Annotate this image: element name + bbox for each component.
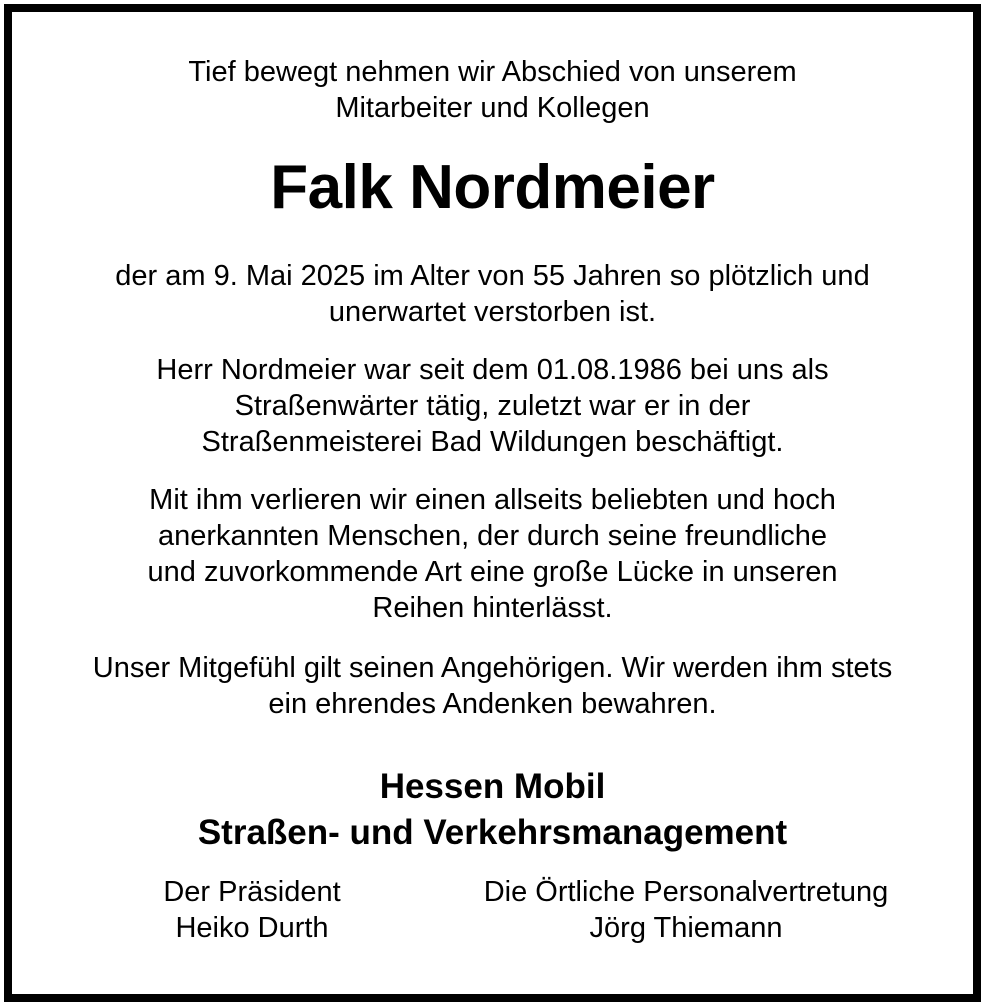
paragraph-line: anerkannten Menschen, der durch seine freundliche <box>157 520 828 552</box>
paragraph-condolence <box>12 650 973 722</box>
organization-line: Hessen Mobil <box>379 767 606 806</box>
paragraph-line: und zuvorkommende Art eine große Lücke in unseren <box>147 556 838 588</box>
intro-line: Tief bewegt nehmen wir Abschied von unserem <box>188 56 797 88</box>
paragraph-line: ein ehrendes Andenken bewahren. <box>268 688 717 720</box>
paragraph-line: unerwartet verstorben ist. <box>328 296 657 328</box>
organization-name <box>12 764 973 856</box>
paragraph-line: Unser Mitgefühl gilt seinen Angehörigen. Wir werden ihm stets <box>92 652 893 684</box>
paragraph-death-notice <box>12 258 973 330</box>
paragraph-line: der am 9. Mai 2025 im Alter von 55 Jahren so plötzlich und <box>115 260 870 292</box>
intro-line: Mitarbeiter und Kollegen <box>335 92 650 124</box>
paragraph-line: Mit ihm verlieren wir einen allseits beliebten und hoch <box>149 484 836 516</box>
paragraph-line: Straßenwärter tätig, zuletzt war er in der <box>234 390 751 422</box>
paragraph-line: Herr Nordmeier war seit dem 01.08.1986 bei uns als <box>156 354 829 386</box>
organization-line: Straßen- und Verkehrsmanagement <box>197 813 788 852</box>
signature-staff-council <box>466 874 906 946</box>
paragraph-career <box>12 352 973 460</box>
paragraph-line: Straßenmeisterei Bad Wildungen beschäftigt. <box>201 426 784 458</box>
paragraph-tribute <box>12 482 973 626</box>
signature-role: Der Präsident <box>163 876 341 908</box>
signature-person: Heiko Durth <box>175 912 329 944</box>
signature-president <box>32 874 472 946</box>
paragraph-line: Reihen hinterlässt. <box>372 592 613 624</box>
signature-role: Die Örtliche Personalvertretung <box>483 876 889 908</box>
obituary-frame <box>4 4 981 1002</box>
signature-person: Jörg Thiemann <box>589 912 783 944</box>
deceased-name: Falk Nordmeier <box>270 153 715 222</box>
intro-text <box>12 54 973 126</box>
